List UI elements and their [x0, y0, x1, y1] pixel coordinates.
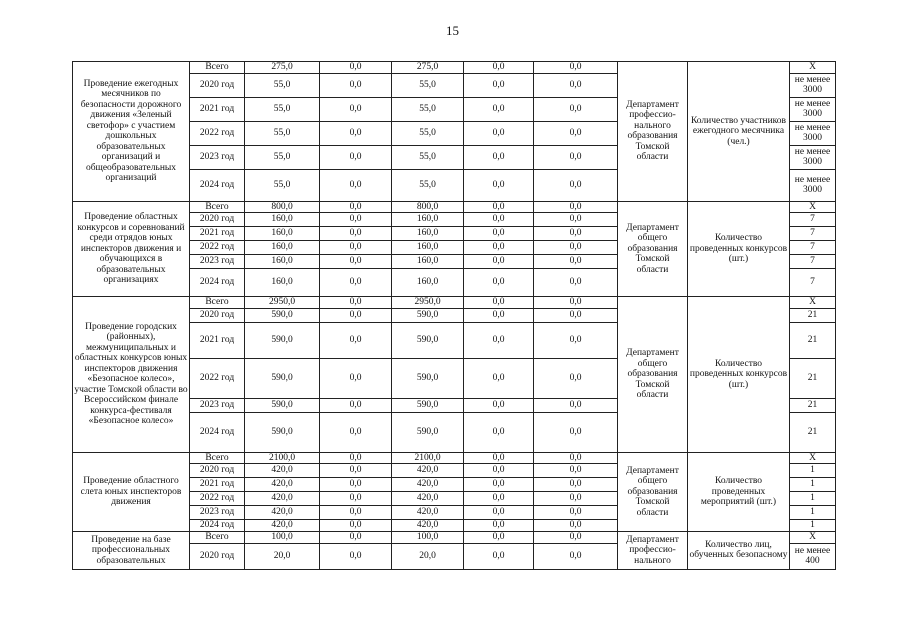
total-cell: 590,0 — [245, 308, 320, 322]
federal-cell: 0,0 — [320, 145, 392, 169]
target-cell: Х — [790, 201, 836, 213]
total-cell: 590,0 — [245, 358, 320, 398]
other-cell: 0,0 — [534, 62, 618, 74]
local-cell: 0,0 — [464, 213, 534, 227]
federal-cell: 0,0 — [320, 543, 392, 569]
local-cell: 0,0 — [464, 398, 534, 412]
total-cell: 20,0 — [245, 543, 320, 569]
target-cell: 21 — [790, 308, 836, 322]
event-cell: Проведение городских (районных), межмуниципальных и областных конкурсов юных инспекторов движения «Безопасное колесо», участие Томской области во Всероссийском финале конкурса-фестиваля «Безопасное колесо» — [73, 297, 190, 453]
total-cell: 420,0 — [245, 478, 320, 492]
event-cell: Проведение на базе профессиональных образовательных — [73, 532, 190, 570]
target-cell: не менее 3000 — [790, 73, 836, 97]
federal-cell: 0,0 — [320, 478, 392, 492]
regional-cell: 590,0 — [392, 322, 464, 358]
federal-cell: 0,0 — [320, 241, 392, 255]
executor-cell: Департамент профессио-нального образования Томской области — [618, 62, 688, 202]
regional-cell: 420,0 — [392, 464, 464, 478]
local-cell: 0,0 — [464, 322, 534, 358]
local-cell: 0,0 — [464, 255, 534, 269]
period-cell: Всего — [190, 62, 245, 74]
target-cell: 7 — [790, 227, 836, 241]
table-row — [73, 201, 836, 213]
target-cell: 1 — [790, 464, 836, 478]
total-cell: 590,0 — [245, 322, 320, 358]
local-cell: 0,0 — [464, 492, 534, 506]
other-cell: 0,0 — [534, 398, 618, 412]
table-body — [73, 62, 836, 570]
regional-cell: 275,0 — [392, 62, 464, 74]
other-cell: 0,0 — [534, 169, 618, 201]
page-number: 15 — [446, 23, 459, 38]
target-cell: 21 — [790, 358, 836, 398]
federal-cell: 0,0 — [320, 492, 392, 506]
total-cell: 160,0 — [245, 255, 320, 269]
period-cell: 2024 год — [190, 169, 245, 201]
target-cell: не менее 3000 — [790, 121, 836, 145]
local-cell: 0,0 — [464, 297, 534, 309]
federal-cell: 0,0 — [320, 62, 392, 74]
program-activities-table — [72, 61, 836, 570]
local-cell: 0,0 — [464, 412, 534, 452]
local-cell: 0,0 — [464, 227, 534, 241]
target-cell: 1 — [790, 520, 836, 532]
target-cell: 21 — [790, 322, 836, 358]
total-cell: 420,0 — [245, 464, 320, 478]
table-row — [73, 452, 836, 464]
regional-cell: 160,0 — [392, 227, 464, 241]
local-cell: 0,0 — [464, 478, 534, 492]
local-cell: 0,0 — [464, 97, 534, 121]
federal-cell: 0,0 — [320, 97, 392, 121]
other-cell: 0,0 — [534, 358, 618, 398]
period-cell: 2022 год — [190, 241, 245, 255]
target-cell: 7 — [790, 255, 836, 269]
period-cell: 2022 год — [190, 121, 245, 145]
total-cell: 160,0 — [245, 213, 320, 227]
local-cell: 0,0 — [464, 358, 534, 398]
total-cell: 420,0 — [245, 492, 320, 506]
event-cell: Проведение областных конкурсов и соревнований среди отрядов юных инспекторов движения и обучающихся в образовательных организациях — [73, 201, 190, 297]
target-cell: 7 — [790, 269, 836, 297]
period-cell: 2020 год — [190, 73, 245, 97]
other-cell: 0,0 — [534, 532, 618, 544]
regional-cell: 55,0 — [392, 145, 464, 169]
executor-cell: Департамент общего образования Томской области — [618, 201, 688, 297]
period-cell: Всего — [190, 297, 245, 309]
period-cell: 2020 год — [190, 543, 245, 569]
federal-cell: 0,0 — [320, 308, 392, 322]
total-cell: 100,0 — [245, 532, 320, 544]
total-cell: 800,0 — [245, 201, 320, 213]
local-cell: 0,0 — [464, 201, 534, 213]
total-cell: 160,0 — [245, 269, 320, 297]
local-cell: 0,0 — [464, 169, 534, 201]
regional-cell: 590,0 — [392, 398, 464, 412]
regional-cell: 160,0 — [392, 269, 464, 297]
period-cell: 2021 год — [190, 227, 245, 241]
table-row — [73, 62, 836, 74]
federal-cell: 0,0 — [320, 506, 392, 520]
other-cell: 0,0 — [534, 201, 618, 213]
executor-cell: Департамент общего образования Томской области — [618, 452, 688, 532]
total-cell: 55,0 — [245, 169, 320, 201]
regional-cell: 100,0 — [392, 532, 464, 544]
regional-cell: 55,0 — [392, 121, 464, 145]
total-cell: 55,0 — [245, 121, 320, 145]
regional-cell: 590,0 — [392, 358, 464, 398]
target-cell: Х — [790, 452, 836, 464]
period-cell: 2023 год — [190, 506, 245, 520]
target-cell: 1 — [790, 506, 836, 520]
total-cell: 55,0 — [245, 73, 320, 97]
other-cell: 0,0 — [534, 227, 618, 241]
regional-cell: 800,0 — [392, 201, 464, 213]
total-cell: 55,0 — [245, 145, 320, 169]
other-cell: 0,0 — [534, 322, 618, 358]
total-cell: 275,0 — [245, 62, 320, 74]
table-row — [73, 297, 836, 309]
local-cell: 0,0 — [464, 145, 534, 169]
period-cell: 2024 год — [190, 520, 245, 532]
other-cell: 0,0 — [534, 213, 618, 227]
total-cell: 420,0 — [245, 520, 320, 532]
target-cell: не менее 400 — [790, 543, 836, 569]
federal-cell: 0,0 — [320, 398, 392, 412]
target-cell: 21 — [790, 412, 836, 452]
period-cell: 2023 год — [190, 145, 245, 169]
total-cell: 160,0 — [245, 227, 320, 241]
other-cell: 0,0 — [534, 478, 618, 492]
regional-cell: 55,0 — [392, 97, 464, 121]
period-cell: Всего — [190, 201, 245, 213]
target-cell: не менее 3000 — [790, 169, 836, 201]
local-cell: 0,0 — [464, 73, 534, 97]
local-cell: 0,0 — [464, 452, 534, 464]
federal-cell: 0,0 — [320, 255, 392, 269]
indicator-cell: Количество проведенных конкурсов (шт.) — [688, 201, 790, 297]
period-cell: 2023 год — [190, 398, 245, 412]
executor-cell: Департамент профессио-нального — [618, 532, 688, 570]
total-cell: 590,0 — [245, 412, 320, 452]
target-cell: 21 — [790, 398, 836, 412]
total-cell: 2100,0 — [245, 452, 320, 464]
local-cell: 0,0 — [464, 520, 534, 532]
federal-cell: 0,0 — [320, 358, 392, 398]
target-cell: не менее 3000 — [790, 145, 836, 169]
regional-cell: 160,0 — [392, 241, 464, 255]
other-cell: 0,0 — [534, 543, 618, 569]
federal-cell: 0,0 — [320, 227, 392, 241]
other-cell: 0,0 — [534, 241, 618, 255]
indicator-cell: Количество проведенных мероприятий (шт.) — [688, 452, 790, 532]
period-cell: 2020 год — [190, 308, 245, 322]
federal-cell: 0,0 — [320, 322, 392, 358]
period-cell: 2022 год — [190, 492, 245, 506]
other-cell: 0,0 — [534, 412, 618, 452]
federal-cell: 0,0 — [320, 452, 392, 464]
federal-cell: 0,0 — [320, 169, 392, 201]
other-cell: 0,0 — [534, 308, 618, 322]
local-cell: 0,0 — [464, 543, 534, 569]
period-cell: 2023 год — [190, 255, 245, 269]
regional-cell: 20,0 — [392, 543, 464, 569]
period-cell: 2024 год — [190, 412, 245, 452]
target-cell: Х — [790, 62, 836, 74]
local-cell: 0,0 — [464, 269, 534, 297]
local-cell: 0,0 — [464, 464, 534, 478]
period-cell: 2021 год — [190, 478, 245, 492]
period-cell: 2022 год — [190, 358, 245, 398]
target-cell: 1 — [790, 492, 836, 506]
other-cell: 0,0 — [534, 297, 618, 309]
indicator-cell: Количество лиц, обученных безопасному — [688, 532, 790, 570]
target-cell: Х — [790, 297, 836, 309]
period-cell: 2024 год — [190, 269, 245, 297]
target-cell: не менее 3000 — [790, 97, 836, 121]
regional-cell: 2100,0 — [392, 452, 464, 464]
other-cell: 0,0 — [534, 255, 618, 269]
federal-cell: 0,0 — [320, 532, 392, 544]
period-cell: Всего — [190, 452, 245, 464]
regional-cell: 590,0 — [392, 308, 464, 322]
target-cell: Х — [790, 532, 836, 544]
regional-cell: 55,0 — [392, 73, 464, 97]
target-cell: 7 — [790, 241, 836, 255]
indicator-cell: Количество участников ежегодного месячника (чел.) — [688, 62, 790, 202]
local-cell: 0,0 — [464, 121, 534, 145]
other-cell: 0,0 — [534, 520, 618, 532]
federal-cell: 0,0 — [320, 297, 392, 309]
regional-cell: 2950,0 — [392, 297, 464, 309]
regional-cell: 55,0 — [392, 169, 464, 201]
total-cell: 590,0 — [245, 398, 320, 412]
total-cell: 55,0 — [245, 97, 320, 121]
other-cell: 0,0 — [534, 492, 618, 506]
event-cell: Проведение ежегодных месячников по безопасности дорожного движения «Зеленый светофор» с участием дошкольных образовательных организаций и общеобразовательных организаций — [73, 62, 190, 202]
other-cell: 0,0 — [534, 97, 618, 121]
federal-cell: 0,0 — [320, 201, 392, 213]
other-cell: 0,0 — [534, 121, 618, 145]
regional-cell: 420,0 — [392, 492, 464, 506]
federal-cell: 0,0 — [320, 520, 392, 532]
regional-cell: 420,0 — [392, 520, 464, 532]
total-cell: 420,0 — [245, 506, 320, 520]
local-cell: 0,0 — [464, 62, 534, 74]
local-cell: 0,0 — [464, 308, 534, 322]
period-cell: 2020 год — [190, 213, 245, 227]
other-cell: 0,0 — [534, 73, 618, 97]
other-cell: 0,0 — [534, 269, 618, 297]
federal-cell: 0,0 — [320, 464, 392, 478]
other-cell: 0,0 — [534, 452, 618, 464]
total-cell: 2950,0 — [245, 297, 320, 309]
local-cell: 0,0 — [464, 532, 534, 544]
total-cell: 160,0 — [245, 241, 320, 255]
regional-cell: 160,0 — [392, 255, 464, 269]
executor-cell: Департамент общего образования Томской области — [618, 297, 688, 453]
regional-cell: 590,0 — [392, 412, 464, 452]
federal-cell: 0,0 — [320, 269, 392, 297]
other-cell: 0,0 — [534, 506, 618, 520]
federal-cell: 0,0 — [320, 73, 392, 97]
target-cell: 1 — [790, 478, 836, 492]
local-cell: 0,0 — [464, 241, 534, 255]
regional-cell: 420,0 — [392, 478, 464, 492]
table-row — [73, 532, 836, 544]
regional-cell: 420,0 — [392, 506, 464, 520]
other-cell: 0,0 — [534, 145, 618, 169]
federal-cell: 0,0 — [320, 121, 392, 145]
federal-cell: 0,0 — [320, 213, 392, 227]
period-cell: 2020 год — [190, 464, 245, 478]
period-cell: Всего — [190, 532, 245, 544]
target-cell: 7 — [790, 213, 836, 227]
regional-cell: 160,0 — [392, 213, 464, 227]
period-cell: 2021 год — [190, 322, 245, 358]
local-cell: 0,0 — [464, 506, 534, 520]
period-cell: 2021 год — [190, 97, 245, 121]
federal-cell: 0,0 — [320, 412, 392, 452]
other-cell: 0,0 — [534, 464, 618, 478]
indicator-cell: Количество проведенных конкурсов (шт.) — [688, 297, 790, 453]
event-cell: Проведение областного слета юных инспекторов движения — [73, 452, 190, 532]
